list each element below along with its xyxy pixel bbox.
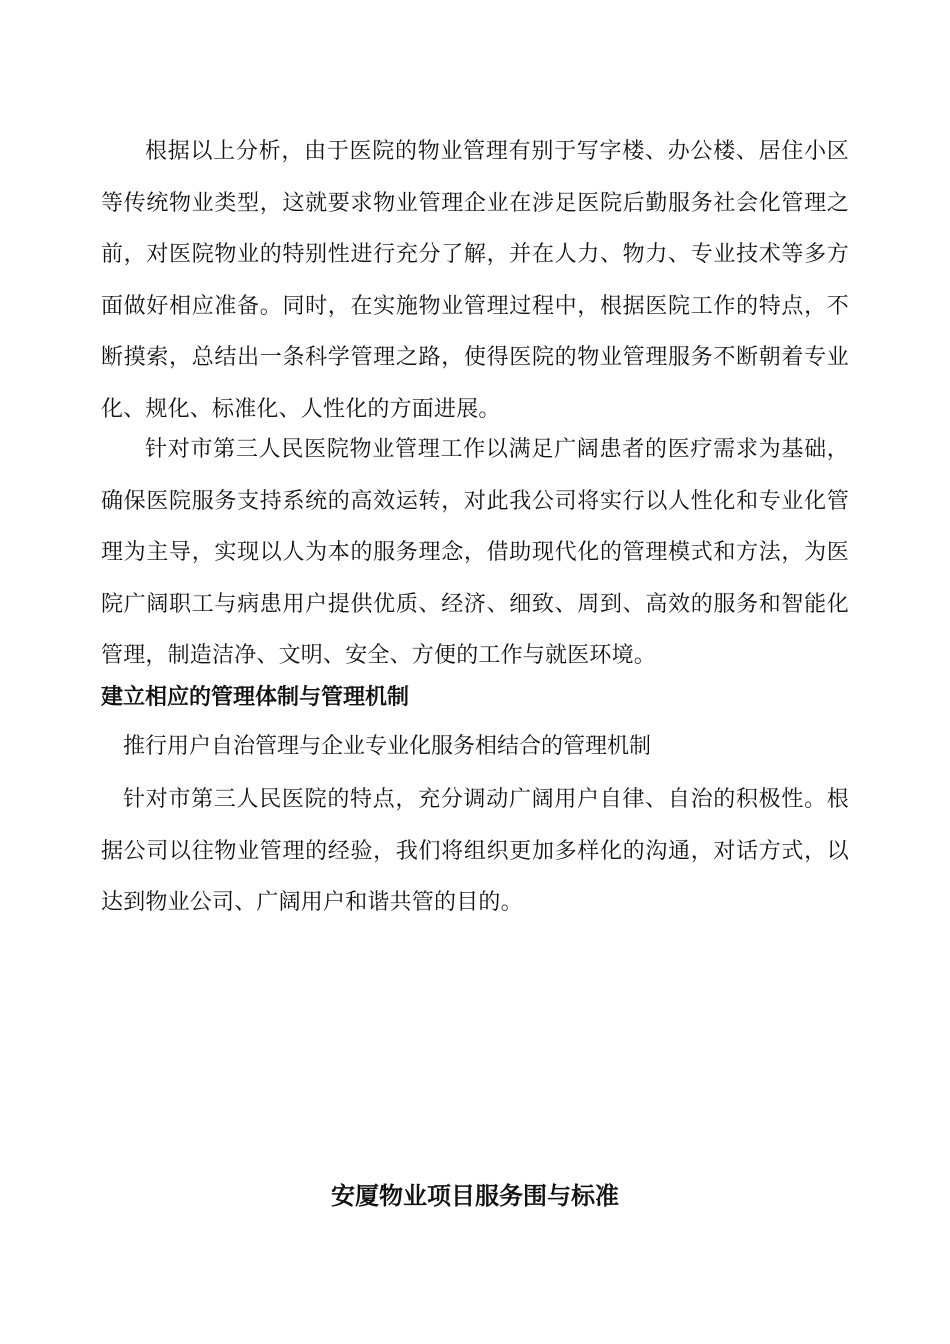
page-title: 安厦物业项目服务围与标准 xyxy=(331,1182,619,1210)
paragraph-user-autonomy: 针对市第三人民医院的特点，充分调动广阔用户自律、自治的积极性。根据公司以往物业管理的经验，我们将组织更加多样化的沟通，对话方式，以达到物业公司、广阔用户和谐共管的目的。 xyxy=(101,787,849,915)
paragraph-analysis: 根据以上分析，由于医院的物业管理有别于写字楼、办公楼、居住小区等传统物业类型，这就要求物业管理企业在涉足医院后勤服务社会化管理之前，对医院物业的特别性进行充分了解，并在人力、物力、专业技术等多方面做好相应准备。同时，在实施物业管理过程中，根据医院工作的特点，不断摸索，总结出一条科学管理之路，使得医院的物业管理服务不断朝着专业化、规化、标准化、人性化的方面进展。 xyxy=(101,139,849,422)
section-subheading: 推行用户自治管理与企业专业化服务相结合的管理机制 xyxy=(123,734,652,759)
paragraph-hospital-service: 针对市第三人民医院物业管理工作以满足广阔患者的医疗需求为基础，确保医院服务支持系统的高效运转，对此我公司将实行以人性化和专业化管理为主导，实现以人为本的服务理念，借助现代化的管理模式和方法，为医院广阔职工与病患用户提供优质、经济、细致、周到、高效的服务和智能化管理，制造洁净、文明、安全、方便的工作与就医环境。 xyxy=(101,437,849,668)
section-heading: 建立相应的管理体制与管理机制 xyxy=(101,685,410,710)
